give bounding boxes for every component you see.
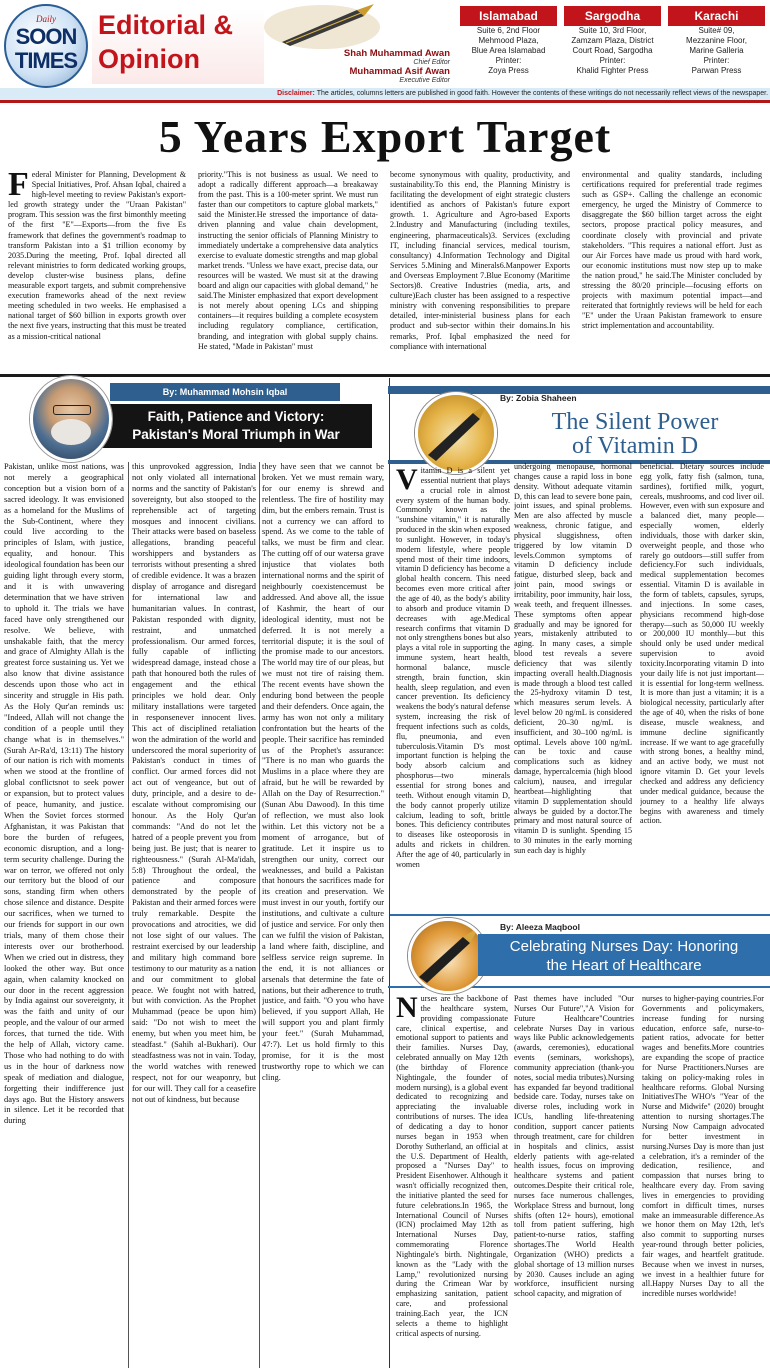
- article-right-1-headline: [500, 410, 770, 458]
- office-line: Suite# 09,: [698, 26, 735, 35]
- article-left-headline-1: Faith, Patience and Victory:: [147, 409, 325, 424]
- exec-editor-name: Muhammad Asif Awan: [349, 66, 450, 77]
- article-right-1-headline-1: The Silent Power: [551, 409, 719, 435]
- editorial-col-1-text: ederal Minister for Planning, Development & Special Initiatives, Prof. Ahsan Iqbal, chaired a high-level meeting to review Pakistan's export-led growth strategy under the "Uraan Pakistan" program. This session was the first bimonthly meeting of the first "E"—Exports—from the five Es framework that defines the government's roadmap to transform Pakistan into a $1 trillion economy by 2035.During the meeting, Prof. Iqbal directed all relevant ministries to form dedicated working groups, develop cluster-wise business plans, define measurable export targets, and submit comprehensive execution frameworks ahead of the next review meeting scheduled in two weeks. He emphasised a national target of $60 billion in exports growth over the next five years, instructing that this must be treated as a mission-critical national: [8, 170, 186, 341]
- column-rule: [128, 462, 129, 1368]
- office-line: Zamzam Plaza, District: [571, 36, 654, 45]
- disclaimer-label: Disclaimer:: [277, 90, 315, 97]
- chief-editor-role: Chief Editor: [413, 59, 450, 66]
- article-right-2-dropcap: N: [396, 994, 418, 1024]
- pen-writing-image-2: [408, 918, 488, 994]
- editorial-col-4: environmental and quality standards, including certifications required for preferential trade regimes such as GSP+. Calling the challenge an economic emergency, he urged the Ministry of Commerce to disaggregate the $60 billion target across the eight sectors, propose practical policy measures, and coordinate closely with provincial and private stakeholders. "This requires a national effort. Just as our Air Forces have made us proud with hard work, our economic institutions must now step up to make the nation proud," he said.The Minister concluded by stressing the 80/20 principle—focusing efforts on projects with maximum potential impact—and reiterated that fortnightly reviews will be held for each "E" under the Uraan Pakistan framework to ensure strict implementation and accountability.: [582, 170, 762, 331]
- header-divider: [0, 100, 770, 103]
- office-islamabad: [460, 6, 557, 88]
- section-title: [92, 8, 264, 84]
- article-right-1-col-3: beneficial. Dietary sources include egg yolk, fatty fish (salmon, tuna, sardines), fortified milk, yogurt, cereals, mushrooms, and cod liver oil. However, even with sun exposure and a balanced diet, many people—especially women, elderly individuals, those with darker skin, overweight people, and those who rarely go outdoors—still suffer from deficiency.For such individuals, medical supplementation becomes essential. Vitamin D is available in the form of tablets, capsules, syrups, and injections. In some cases, physicians recommend high-dose therapy—such as 50,000 IU weekly or 200,000 IU monthly—but this should only be used under medical supervision to avoid toxicity.Incorporating vitamin D into your daily life is not just important—it is essential for long-term wellness. It is more than just a vitamin; it is a biological necessity, particularly after the age of 40, when the risks of bone disease, muscle weakness, and immune decline significantly increase. If we want to age gracefully with strong bones, a healthy mind, and an active body, we must not ignore vitamin D. Get your levels checked and address any deficiency under medical guidance, because the journey to a healthy life always begins with awareness and timely action.: [640, 462, 764, 826]
- section-divider: [0, 374, 770, 377]
- article-left-col-1: Pakistan, unlike most nations, was not merely a geographical conception but a vision born of a sacred ideology. It was envisioned as a homeland for the Muslims of the Sub-Continent, where they could live according to the principles of Islam, with justice, equality, and honour. This ideological foundation has been our guiding light through every storm, and it is with unwavering determination that we have striven to uphold it. The trials we have faced have only strengthened our resolve. We believe, with unshakable faith, that the mercy and grace of Almighty Allah is the greatest force sustaining us. Yet we also know that divine assistance descends upon those who act in sincerity and struggle in His path. As the Holy Qur'an reminds us: "Indeed, Allah will not change the condition of a people until they change what is in themselves." (Surah Ar-Ra'd, 13:11) The history of our nation is rich with moments when we stood at the frontline of global conflictsnot to seek power or expansion, but to protect values of peace, humanity, and justice. When the Soviet forces stormed Afghanistan, it was Pakistan that bore the burden of refugees, economic disruption, and a long-term security challenge. During the war on terror, we offered not only our territory but the blood of our sons, standing firm when others chose silence and distance. Despite our sacrifices, when we turned to our friends for support in our own trials, many of them chose their interests over our brotherhood. When we cried out in distress, they looked the other way. But once again, when calamity knocked on our door in the recent aggression by India against our sovereignty, it was the faith and unity of our people, and the valour of our armed forces, that turned the tide. With the help of Allah, victory came. Those who had nothing to do with us in the hour of darkness now speak of mediation and dialogue, forgetting their indifference just days ago. But the History answers in silence. Let it be recorded that during: [4, 462, 124, 1126]
- article-right-1-byline: By: Zobia Shaheen: [500, 393, 577, 403]
- article-left-col-2: this unprovoked aggression, India not only violated all international norms and the sanctity of Pakistan's sovereignty, but also stooped to the reprehensible act of targeting mosques and innocent civilians. Their attacks were based on baseless allegations, branding peaceful worshippers and bystanders as terrorists without presenting a shred of credible evidence. It was a brazen display of arrogance and disregard for international law and humanitarian values. In contrast, Pakistan responded with dignity, restraint, and unmatched professionalism. Our armed forces, fully capable of inflicting widespread damage, instead chose a path that honoured both the rules of engagement and the ethical principles we hold dear. Only military installations were targeted in responsenever innocent lives. This act of disciplined retaliation won the admiration of the world and underscored the moral superiority of Pakistan's conduct in times of conflict. Our armed forces did not act out of vengeance, but out of duty, principle, and a desire to de-escalate without compromising our honour. As the Holy Qur'an commands: "And do not let the hatred of a people prevent you from being just. Be just; that is nearer to righteousness." (Surah Al-Ma'idah, 5:8) Throughout the ordeal, the patience and composure demonstrated by the people of Pakistan and their armed forces were truly remarkable. Despite the provocations and atrocities, we did not lose sight of our values. The restraint exercised by our leadership and military high command bore testimony to our maturity as a nation and our commitment to global peace. We fought not with hatred, but with conviction. As the Prophet Muhammad (peace be upon him) said: "Do not wish to meet the enemy, but when you meet him, be steadfast." (Sahih al-Bukhari). Our steadfastness was not in vain. Today, the world watches with renewed respect, not for our weaponry, but for our will. They call for a ceasefire not out of kindness, but because: [132, 462, 256, 1104]
- article-left-headline: [100, 404, 372, 448]
- author-portrait: [30, 376, 112, 462]
- office-city: Islamabad: [460, 6, 557, 26]
- office-line: Suite 6, 2nd Floor: [476, 26, 541, 35]
- article-right-2-headline-1: Celebrating Nurses Day: Honoring: [509, 938, 739, 955]
- office-line: Mehmood Plaza,: [478, 36, 539, 45]
- office-line: Mezzanine Floor,: [686, 36, 747, 45]
- section-title-line2: Opinion: [98, 44, 200, 74]
- office-line: Marine Galleria: [689, 46, 744, 55]
- page-header: [0, 0, 770, 100]
- office-line: Court Road, Sargodha: [572, 46, 653, 55]
- office-city: Sargodha: [564, 6, 661, 26]
- article-separator: [390, 914, 770, 916]
- page-center-rule: [389, 378, 390, 1368]
- office-city: Karachi: [668, 6, 765, 26]
- exec-editor-role: Executive Editor: [399, 77, 450, 84]
- office-line: Zoya Press: [488, 66, 529, 75]
- pen-writing-image: [415, 392, 497, 474]
- logo-top: Daily: [36, 14, 56, 24]
- article-right-2-col-2: Past themes have included "Our Nurses Our Future","A Vision for Future Healthcare"Countries celebrate Nurses Day in various ways like Public acknowledgements (awards, ceremonies), educational events (seminars, workshops), community appreciation (thank-you notes, social media tributes).Nursing has expanded far beyond traditional bedside care. Today, nurses take on diverse roles, including work in ICUs, handling life-threatening condition, support cancer patients through treatment, care for children in hospitals and clinics, assist elderly patients with age-related health issues, focus on improving healthcare systems and patient outcomes.Despite their critical role, nurses face numerous challenges, Workplace Stress and burnout, long shifts (often 12+ hours), emotional toll from patient suffering, high patient-to-nurse ratios, staffing shortages.The World Health Organization (WHO) predicts a global shortage of 13 million nurses by 2030. Causes include an aging workforce, insufficient nursing school capacity, and migration of: [514, 994, 634, 1299]
- article-left-byline: By: Muhammad Mohsin Iqbal: [110, 383, 340, 401]
- article-left-col-3: they have seen that we cannot be broken. Yet we must remain wary, for our enemy is shrewd and relentless. The fire of hostility may dim, but the embers remain. Trust is not a currency we can afford to spend. As we come to the table of talks, we must be firm and clear. The cutting off of our watersa grave injustice that violates both international norms and the spirit of neighbourly coexistencemust be addressed. And above all, the issue of Kashmir, the heart of our ideological identity, must not be deferred. It is not merely a territorial dispute; it is the soul of the promise made to our ancestors. The world may tire of our pleas, but we must not tire of raising them. The recent events have shown the enduring bond between the people and their defenders. Once again, the army has won not only a military confrontation but the hearts of the people. Their sacrifice has reminded us of the Prophet's assurance: "There is no man who guards the Muslims in a place where they are afraid, but he will be rewarded by Allah on the Day of Resurrection." (Sunan Abu Dawood). In this time of reflection, we must also look within. Let this victory not be a moment of arrogance, but of gratitude. Let it inspire us to strengthen our unity, correct our weaknesses, and build a Pakistan that honours the sacrifices made for its creation and preservation. We must invest in our youth, fortify our institutions, and cultivate a culture of justice and service. For only then can we fulfil the vision of Pakistan, a land where faith, discipline, and selfless service reign supreme. In the end, it is not alliances or arsenals that determine the fate of nations, but their adherence to truth, justice, and faith. "O you who have believed, if you support Allah, He will support you and plant firmly your feet." (Surah Muhammad, 47:7). Let us hold firmly to this promise, for it is the most trustworthy rope to which we can cling.: [262, 462, 384, 1082]
- office-line: Khalid Fighter Press: [576, 66, 649, 75]
- editorial-title: 5 Years Export Target: [158, 111, 612, 162]
- article-left-headline-2: Pakistan's Moral Triumph in War: [132, 427, 340, 442]
- fountain-pen-icon: [262, 2, 382, 52]
- newspaper-logo: [4, 4, 88, 88]
- editorial-dropcap: F: [8, 170, 29, 203]
- editorial-col-3: become synonymous with quality, productivity, and sustainability.To this end, the Planning Ministry is facilitating the development of eight strategic clusters identified as anchors of Pakistan's future export growth. 1. Agriculture and Agro-based Exports 2.Industry and Manufacturing (including textiles, engineering, pharmaceuticals)3. Services (excluding IT, including financial services, medical tourism, consultancy) 4.Information Technology and Digital Services 5.Mining and Minerals6.Manpower Exports and Overseas Employment 7.Blue Economy (Maritime Sectors)8. Creative Industries (media, arts, and culture)Each cluster has been assigned to a respective ministry with convening responsibilities to prepare detailed, inter-ministerial business plans for each product and sub-sector within their domains.In his remarks, Prof. Iqbal emphasized the need for compliance with international: [390, 170, 570, 351]
- chief-editor-name: Shah Muhammad Awan: [343, 48, 450, 59]
- office-line: Suite 10, 3rd Floor,: [578, 26, 647, 35]
- section-title-line1: Editorial &: [98, 10, 234, 40]
- office-line: Printer:: [703, 56, 730, 65]
- article-right-2-byline: By: Aleeza Maqbool: [500, 922, 580, 932]
- office-line: Blue Area Islamabad: [471, 46, 546, 55]
- office-karachi: [668, 6, 765, 88]
- article-right-2-col-1: [396, 994, 508, 1366]
- editorial-col-2: priority."This is not business as usual. We need to adopt a radically different approach—a breakaway from the past. This is a 100-meter sprint. We must run faster than our competitors to capture global markets," said the Minister.He stressed the importance of data-driven planning and value chain development, instructing the senior officials of Planning Ministry to immediately undertake a comprehensive data analytics exercise to evaluate domestic strengths and map global market trends. "Unless we have exact, precise data, our resources will be wasted. We must sit at the drawing board and align our capacities with global demand," he said.The Minister emphasized that export development is not merely about opening LCs and shipping containers—it requires building a complete ecosystem including regulatory compliance, certification, branding, and integration with global supply chains. He stated, "Made in Pakistan" must: [198, 170, 378, 351]
- article-right-1-col-1: [396, 466, 510, 912]
- article-right-1-col-2: undergoing menopause, hormonal changes cause a rapid loss in bone density. Without adequate vitamin D, this can lead to severe bone pain, joint issues, and spinal problems. Men are also affected by muscle weakness, chronic fatigue, and physical sluggishness, often triggered by low vitamin D levels.Common symptoms of vitamin D deficiency include fatigue, disturbed sleep, back and joint pain, mood swings or irritability, poor immunity, hair loss, weak teeth, and frequent illnesses. These symptoms often appear gradually and may be ignored for years, mistakenly attributed to aging. In many cases, a simple blood test reveals a severe deficiency that was silently impacting overall health.Diagnosis is made through a blood test called the 25-hydroxy vitamin D test, which measures serum levels. A level below 20 ng/mL is considered deficient, 20–30 ng/mL is insufficient, and 30–100 ng/mL is optimal. Levels above 100 ng/mL can be toxic and cause complications such as kidney damage, hypercalcemia (high blood calcium), nausea, and irregular heartbeat—highlighting that vitamin D supplementation should always be guided by a doctor.The primary and most natural source of vitamin D is sunlight. Spending 15 to 30 minutes in the early morning sun each day is highly: [514, 462, 632, 855]
- article-right-2-headline-2: the Heart of Healthcare: [546, 957, 702, 974]
- article-right-2-col-1-text: urses are the backbone of the healthcare system, providing compassionate care, clinical expertise, and emotional support to patients and their families. Nurses Day, celebrated annually on May 12th (the birthday of Florence Nightingale, the founder of modern nursing), is a global event dedicated to recognizing and appreciating the invaluable contributions of nurses. The idea of dedicating a day to honor nurses began in 1953 when Dorothy Sutherland, an official at the U.S. Department of Health, proposed a "Nurses Day" to President Eisenhower. Although it wasn't officially recognized then, the initiative planted the seed for future celebrations.In 1965, the International Council of Nurses (ICN) proclaimed May 12th as International Nurses Day, commemorating Florence Nightingale's birth. Nightingale, known as the "Lady with the Lamp," revolutionized nursing during the Crimean War by emphasizing sanitation, patient care, and professional training.Each year, the ICN selects a theme to highlight critical aspects of nursing.: [396, 994, 508, 1338]
- logo-line1: SOON: [15, 24, 77, 49]
- article-right-2-headline: [478, 934, 770, 976]
- office-line: Printer:: [599, 56, 626, 65]
- article-right-1-dropcap: V: [396, 466, 418, 496]
- pen-nib-icon: [418, 395, 494, 471]
- logo-line2: TIMES: [14, 48, 78, 73]
- glasses-icon: [53, 405, 91, 415]
- office-line: Printer:: [495, 56, 522, 65]
- office-addresses: [460, 6, 770, 88]
- beard-shape: [51, 419, 91, 445]
- column-rule: [259, 462, 260, 1368]
- article-right-1-col-1-text: itamin D is a silent yet essential nutrient that plays a crucial role in almost every system of the human body. Commonly known as the "sunshine vitamin," it is naturally produced in the skin when exposed to sunlight. However, in today's modern lifestyle, where people spend most of their time indoors, vitamin D deficiency has become a global health concern. This need becomes even more critical after the age of 40, as the body's ability to absorb and produce vitamin D decreases with age.Medical research confirms that vitamin D not only strengthens bones but also plays a vital role in supporting the immune system, heart health, hormonal balance, muscle strength, brain function, skin health, sleep regulation, and even cancer prevention. Its deficiency weakens the body's natural defense system, increasing the risk of frequent infections such as colds, flu, pneumonia, and even tuberculosis.Vitamin D's most important function is helping the body absorb calcium and phosphorus—two minerals essential for strong bones and teeth. Without enough vitamin D, the body cannot properly utilize calcium, leading to soft, brittle bones. This deficiency contributes to diseases like osteoporosis in adults and rickets in children. After the age of 40, particularly in women: [396, 466, 510, 869]
- article-right-2-col-3: nurses to higher-paying countries.For Governments and policymakers, increase funding for nursing education, enforce safe, nurse-to-patient ratios, advocate for better wages and benefits.More countries are expanding the scope of practice for Nurse Practitioners.Nurses are taking on policy-making roles in healthcare reforms. Global Nursing InitiativesThe WHO's "Year of the Nurse and Midwife" (2020) brought attention to nursing shortages.The Nursing Now Campaign advocated for better investment in nursing.Nurses Day is more than just a celebration, it's a reminder of the dedication, resilience, and compassion that nurses bring to healthcare every day. From saving lives in emergencies to providing comfort in difficult times, nurses make an immeasurable difference.As we honor them on May 12th, let's also commit to supporting nurses year-round through better policies, fair wages, and heartfelt gratitude. Because when we invest in nurses, we invest in a healthier future for all.Happy Nurses Day to all the incredible nurses worldwide!: [642, 994, 764, 1299]
- editorial-col-1: [8, 170, 186, 370]
- disclaimer-text: The articles, columns letters are published in good faith. However the contents of these writings do not necessarily reflect views of the newspaper.: [316, 90, 769, 97]
- pen-nib-icon: [411, 921, 485, 991]
- disclaimer-bar: [0, 88, 770, 100]
- article-right-1-headline-2: of Vitamin D: [571, 433, 699, 459]
- office-sargodha: [564, 6, 661, 88]
- editorial-body: [8, 170, 762, 370]
- office-line: Parwan Press: [691, 66, 742, 75]
